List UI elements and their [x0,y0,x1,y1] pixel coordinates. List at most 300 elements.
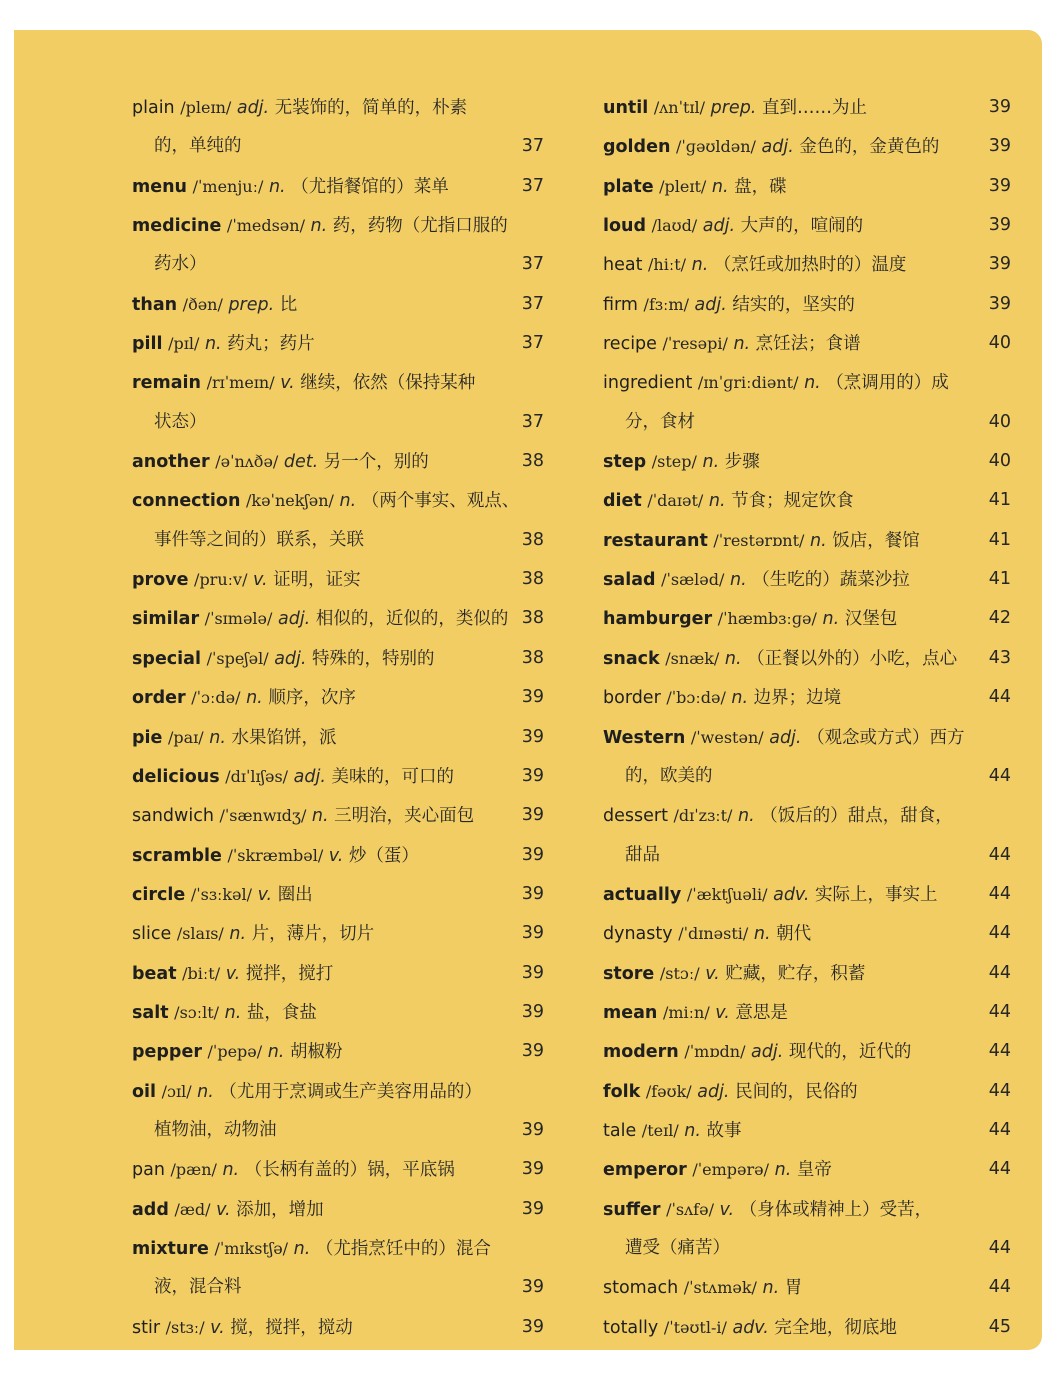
entry-part-of-speech: n. [731,688,749,709]
entry-part-of-speech: v. [715,1002,730,1023]
entry-part-of-speech: n. [733,334,751,355]
entry-definition: 液，混合料 [154,1277,242,1298]
entry-part-of-speech: n. [753,924,771,945]
entry-part-of-speech: adv. [773,884,810,905]
entry-definition: （观念或方式）西方 [807,727,965,748]
entry-page-number: 38 [521,451,544,472]
entry-word: another [132,452,210,473]
entry-page-number: 39 [521,726,544,747]
entry-phonetic: /fɜːm/ [643,294,689,314]
entry-phonetic: /ˈæktʃuəli/ [686,884,768,904]
vocab-entry [603,678,1011,717]
entry-phonetic: /pruːv/ [194,570,248,590]
entry-phonetic: /ˈsʌfə/ [666,1199,714,1219]
entry-page-number: 44 [988,1277,1011,1298]
entry-definition: 盘，碟 [734,176,787,197]
entry-definition: 的，单纯的 [154,136,242,157]
entry-word: sandwich [132,806,214,827]
entry-page-number: 37 [521,136,544,157]
entry-page-number: 37 [521,254,544,275]
entry-page-number: 39 [521,1119,544,1140]
vocab-entry [603,1308,1011,1347]
entry-definition: 无装饰的，简单的，朴素 [274,98,468,118]
entry-part-of-speech: v. [225,963,241,984]
entry-phonetic: /ˈwestən/ [690,727,764,747]
entry-part-of-speech: n. [774,1160,792,1181]
entry-definition: 实际上，事实上 [815,884,938,905]
entry-page-number: 39 [988,254,1011,275]
entry-part-of-speech: n. [691,255,709,276]
entry-page-number: 37 [521,411,544,432]
entry-part-of-speech: adj. [293,766,326,787]
entry-word: prove [132,570,189,591]
entry-definition: 节食；规定饮食 [731,491,854,512]
entry-phonetic: /miːn/ [662,1002,710,1022]
entry-phonetic: /ˈresəpi/ [662,334,728,354]
entry-word: Western [603,727,686,748]
entry-part-of-speech: n. [224,1002,242,1023]
entry-word: slice [132,924,172,945]
entry-part-of-speech: adj. [751,1042,784,1063]
entry-part-of-speech: n. [222,1160,240,1181]
entry-phonetic: /pɪl/ [168,334,200,354]
entry-word: suffer [603,1199,661,1220]
entry-word: beat [132,963,177,984]
vocab-entry [132,442,544,481]
entry-word: store [603,963,655,984]
vocab-entry [603,88,1011,127]
entry-phonetic: /ˈɡəʊldən/ [675,137,756,157]
entry-word: plate [603,176,654,197]
entry-part-of-speech: v. [253,570,268,591]
entry-definition: （烹饪或加热时的）温度 [713,255,907,276]
entry-page-number: 39 [521,1198,544,1219]
entry-definition: （生吃的）蔬菜沙拉 [752,570,910,591]
entry-phonetic: /stɜː/ [165,1317,205,1337]
entry-word: golden [603,137,671,158]
entry-phonetic: /ˈmenjuː/ [192,176,264,196]
entry-word: snack [603,648,660,669]
entry-definition: 药水） [154,254,207,275]
entry-part-of-speech: adj. [274,648,307,669]
vocab-entry-continuation [132,245,544,284]
entry-phonetic: /sɔːlt/ [174,1002,220,1022]
entry-part-of-speech: adj. [761,137,794,158]
entry-definition: 药，药物（尤指口服的 [332,216,508,237]
entry-part-of-speech: v. [328,845,344,866]
entry-definition: 步骤 [724,452,760,473]
entry-part-of-speech: v. [257,884,273,905]
entry-word: folk [603,1081,641,1102]
entry-part-of-speech: n. [229,924,247,945]
vocab-entry [132,167,544,206]
entry-page-number: 39 [988,215,1011,236]
entry-page-number: 40 [988,333,1011,354]
vocab-entry-continuation [603,403,1011,442]
entry-page-number: 42 [988,608,1011,629]
entry-word: diet [603,491,642,512]
vocab-entry [132,285,544,324]
entry-phonetic: /slaɪs/ [176,924,224,944]
entry-part-of-speech: n. [804,373,821,394]
entry-phonetic: /pleɪn/ [180,98,232,117]
entry-word: mixture [132,1238,209,1259]
entry-page-number: 39 [521,1159,544,1180]
vocab-entry [603,1072,1011,1111]
entry-part-of-speech: n. [339,491,357,512]
entry-word: pepper [132,1042,202,1063]
entry-definition: 植物油，动物油 [154,1119,277,1140]
entry-part-of-speech: n. [293,1238,311,1259]
vocab-entry [132,954,544,993]
entry-word: border [603,688,661,709]
entry-definition: 边界；边境 [753,688,842,709]
entry-page-number: 44 [988,1001,1011,1022]
entry-phonetic: /ˈdɪnəsti/ [678,924,749,944]
entry-part-of-speech: n. [738,806,755,827]
entry-phonetic: /ʌnˈtɪl/ [653,98,706,117]
entry-page-number: 45 [988,1316,1011,1337]
entry-page-number: 39 [988,97,1011,117]
entry-definition: 添加，增加 [236,1199,324,1220]
entry-word: medicine [132,216,222,237]
vocab-entry [132,993,544,1032]
entry-part-of-speech: adv. [732,1317,769,1338]
vocab-entry [603,285,1011,324]
entry-phonetic: /ðən/ [182,294,223,314]
entry-phonetic: /ˈmɪkstʃə/ [214,1238,289,1258]
entry-definition: 甜品 [625,844,660,865]
vocab-entry [603,1150,1011,1189]
entry-page-number: 37 [521,333,544,354]
entry-page-number: 39 [521,1041,544,1062]
entry-part-of-speech: n. [310,216,328,237]
entry-definition: 贮藏，贮存，积蓄 [725,963,866,984]
entry-word: connection [132,491,241,512]
entry-part-of-speech: n. [729,570,747,591]
entry-definition: 遭受（痛苦） [625,1237,730,1258]
entry-page-number: 39 [521,962,544,983]
entry-word: stir [132,1317,161,1338]
entry-page-number: 44 [988,1237,1011,1258]
entry-phonetic: /paɪ/ [167,727,204,747]
entry-definition: 民间的，民俗的 [735,1081,858,1102]
vocab-entry [132,481,544,520]
entry-word: loud [603,216,647,237]
entry-phonetic: /æd/ [174,1199,211,1219]
entry-page-number: 37 [521,293,544,314]
entry-word: plain [132,98,175,118]
entry-word: tale [603,1120,637,1141]
entry-page-number: 44 [988,1080,1011,1101]
vocab-entry [603,599,1011,638]
entry-definition: 胃 [784,1278,803,1299]
entry-word: scramble [132,845,222,866]
entry-page-number: 39 [988,175,1011,196]
entry-phonetic: /ˈmedsən/ [226,216,305,236]
entry-phonetic: /ˈstʌmək/ [683,1278,757,1298]
entry-part-of-speech: det. [283,452,319,473]
entry-definition: 三明治，夹心面包 [334,806,475,827]
vocab-entry [603,914,1011,953]
vocab-entry [603,993,1011,1032]
entry-word: recipe [603,334,657,355]
entry-definition: （尤指餐馆的）菜单 [291,176,449,197]
entry-phonetic: /rɪˈmeɪn/ [206,373,275,393]
entry-part-of-speech: v. [719,1199,735,1220]
entry-phonetic: /hiːt/ [648,255,687,275]
entry-part-of-speech: prep. [710,98,757,118]
vocab-entry [603,481,1011,520]
entry-page-number: 39 [988,293,1011,314]
entry-definition: 顺序，次序 [268,688,356,709]
entry-definition: 烹饪法；食谱 [755,334,861,355]
entry-definition: 胡椒粉 [289,1042,343,1063]
entry-word: modern [603,1042,679,1063]
entry-word: stomach [603,1278,679,1299]
vocab-entry [132,324,544,363]
entry-part-of-speech: n. [711,176,729,197]
entry-word: emperor [603,1160,687,1181]
entry-word: dessert [603,806,668,827]
vocab-entry [132,796,544,835]
entry-page-number: 43 [988,647,1011,668]
entry-phonetic: /ˈrestərɒnt/ [713,530,805,550]
entry-part-of-speech: n. [762,1278,780,1299]
entry-definition: 搅拌，搅打 [245,963,334,984]
entry-definition: 汉堡包 [844,609,898,630]
entry-definition: 意思是 [735,1002,788,1023]
vocab-entry-continuation [603,836,1011,875]
entry-phonetic: /pæn/ [170,1160,217,1180]
entry-definition: （尤指烹饪中的）混合 [315,1238,491,1259]
vocab-entry [132,718,544,757]
entry-word: oil [132,1081,157,1102]
entry-part-of-speech: n. [810,530,827,551]
vocab-column-left [132,88,544,1347]
vocab-entry [132,560,544,599]
vocab-entry [132,757,544,796]
vocab-entry [603,639,1011,678]
vocab-entry [132,206,544,245]
entry-part-of-speech: n. [204,334,222,355]
entry-definition: 片，薄片，切片 [251,924,375,945]
entry-part-of-speech: n. [267,1042,285,1063]
entry-page-number: 41 [988,569,1011,590]
vocab-column-right [603,88,1011,1347]
entry-page-number: 38 [521,647,544,668]
entry-part-of-speech: prep. [228,294,275,315]
entry-page-number: 39 [521,923,544,944]
vocab-entry [132,875,544,914]
entry-word: mean [603,1002,658,1023]
entry-word: hamburger [603,609,713,630]
entry-page-number: 39 [521,1001,544,1022]
entry-phonetic: /stɔː/ [659,963,700,983]
entry-definition: 圈出 [277,884,313,905]
vocab-entry [132,1072,544,1111]
entry-page-number: 39 [521,687,544,708]
vocab-entry-continuation [603,757,1011,796]
entry-page-number: 40 [988,411,1011,432]
entry-definition: 状态） [154,411,207,432]
entry-word: until [603,98,649,118]
entry-part-of-speech: v. [216,1199,231,1220]
entry-part-of-speech: n. [197,1081,214,1102]
entry-page-number: 44 [988,962,1011,983]
vocab-entry [603,718,1011,757]
entry-phonetic: /ˈsɪmələ/ [204,609,273,629]
entry-definition: 特殊的，特别的 [312,648,435,669]
entry-word: ingredient [603,373,693,394]
entry-definition: 结实的，坚实的 [732,294,855,315]
vocab-entry [132,363,544,402]
entry-phonetic: /biːt/ [182,963,221,983]
entry-definition: 搅，搅拌，搅动 [230,1317,353,1338]
entry-part-of-speech: adj. [236,98,270,118]
entry-phonetic: /ˈmɒdn/ [684,1042,746,1062]
entry-word: remain [132,373,202,394]
entry-definition: 金色的，金黄色的 [799,137,940,158]
entry-word: special [132,648,201,669]
vocab-entry [603,127,1011,166]
entry-definition: 直到……为止 [761,98,867,118]
entry-page-number: 44 [988,765,1011,786]
vocab-entry [603,1032,1011,1071]
vocab-entry [132,1032,544,1071]
vocab-entry [603,560,1011,599]
entry-definition: 水果馅饼，派 [231,727,337,748]
entry-phonetic: /laʊd/ [651,216,698,236]
entry-phonetic: /ˈtəʊtl-i/ [663,1317,727,1337]
entry-word: than [132,294,178,315]
entry-phonetic: /ɪnˈɡriːdiənt/ [697,373,799,393]
entry-page-number: 44 [988,923,1011,944]
entry-definition: 的，欧美的 [625,765,713,786]
vocab-entry [603,875,1011,914]
vocab-entry [603,442,1011,481]
entry-page-number: 44 [988,1119,1011,1140]
entry-definition: 朝代 [776,924,812,945]
vocab-entry [603,954,1011,993]
entry-part-of-speech: adj. [697,1081,730,1102]
entry-part-of-speech: v. [280,373,295,394]
entry-page-number: 37 [521,175,544,196]
entry-definition: （正餐以外的）小吃，点心 [747,648,958,669]
entry-definition: 现代的，近代的 [788,1042,912,1063]
entry-word: pill [132,334,163,355]
entry-definition: （两个事实、观点、 [361,491,520,512]
entry-definition: （尤用于烹调或生产美容用品的） [219,1081,482,1102]
entry-word: add [132,1199,169,1220]
entry-phonetic: /step/ [651,452,697,472]
entry-phonetic: /ˈdaɪət/ [647,491,704,511]
vocab-entry [132,914,544,953]
entry-page-number: 44 [988,1041,1011,1062]
entry-page-number: 44 [988,844,1011,865]
vocab-entry [603,167,1011,206]
vocab-entry [603,521,1011,560]
entry-phonetic: /pleɪt/ [659,176,707,196]
entry-part-of-speech: n. [209,727,226,748]
entry-phonetic: /ˈhæmbɜːɡə/ [717,609,817,629]
entry-word: step [603,452,647,473]
entry-word: salt [132,1002,169,1023]
entry-part-of-speech: adj. [702,216,736,237]
entry-definition: 皇帝 [796,1160,832,1181]
entry-word: restaurant [603,530,708,551]
entry-page-number: 39 [521,844,544,865]
entry-definition: 饭店，餐馆 [832,530,920,551]
entry-page-number: 38 [521,569,544,590]
vocab-entry [132,1308,544,1347]
entry-definition: 故事 [706,1120,742,1141]
vocab-entry-continuation [132,521,544,560]
vocab-entry [603,1190,1011,1229]
entry-phonetic: /ɔɪl/ [161,1081,192,1101]
entry-phonetic: /fəʊk/ [645,1081,692,1101]
vocab-entry-continuation [603,1229,1011,1268]
vocab-entry [603,363,1011,402]
entry-page-number: 44 [988,687,1011,708]
entry-word: delicious [132,766,220,787]
vocabulary-page [14,30,1042,1350]
entry-phonetic: /ˈɔːdə/ [191,688,241,708]
entry-phonetic: /ˈspeʃəl/ [206,648,269,668]
entry-page-number: 39 [521,883,544,904]
vocab-entry [132,639,544,678]
entry-definition: 炒（蛋） [348,845,419,866]
entry-part-of-speech: n. [311,806,329,827]
entry-word: circle [132,884,186,905]
entry-phonetic: /ˈempərə/ [692,1160,770,1180]
entry-definition: （长柄有盖的）锅，平底锅 [244,1160,455,1181]
vocab-entry [603,206,1011,245]
entry-definition: （身体或精神上）受苦， [739,1199,933,1220]
entry-word: totally [603,1317,659,1338]
entry-word: salad [603,570,656,591]
entry-definition: 分，食材 [625,411,695,432]
entry-definition: 事件等之间的）联系，关联 [154,529,364,550]
entry-definition: 另一个，别的 [323,452,429,473]
entry-part-of-speech: adj. [277,609,311,630]
entry-definition: 相似的，近似的，类似的 [315,609,509,630]
entry-definition: （烹调用的）成 [826,373,949,394]
entry-word: firm [603,294,638,315]
vocab-entry [132,88,544,127]
entry-word: heat [603,255,643,276]
entry-phonetic: /kəˈnekʃən/ [245,491,334,511]
entry-definition: （饭后的）甜点，甜食， [760,806,953,827]
entry-word: menu [132,176,188,197]
entry-page-number: 39 [521,765,544,786]
entry-page-number: 40 [988,451,1011,472]
entry-part-of-speech: v. [705,963,720,984]
vocab-entry [603,1111,1011,1150]
vocab-entry-continuation [132,403,544,442]
entry-phonetic: /dɪˈzɜːt/ [673,806,733,826]
vocab-entry-continuation [132,1268,544,1307]
entry-page-number: 39 [988,136,1011,157]
entry-part-of-speech: n. [708,491,726,512]
entry-part-of-speech: adj. [769,727,802,748]
entry-definition: 盐，食盐 [246,1002,317,1023]
entry-word: actually [603,884,682,905]
entry-part-of-speech: n. [246,688,263,709]
vocab-entry [132,678,544,717]
entry-phonetic: /ˈskræmbəl/ [227,845,324,865]
entry-part-of-speech: v. [210,1317,225,1338]
